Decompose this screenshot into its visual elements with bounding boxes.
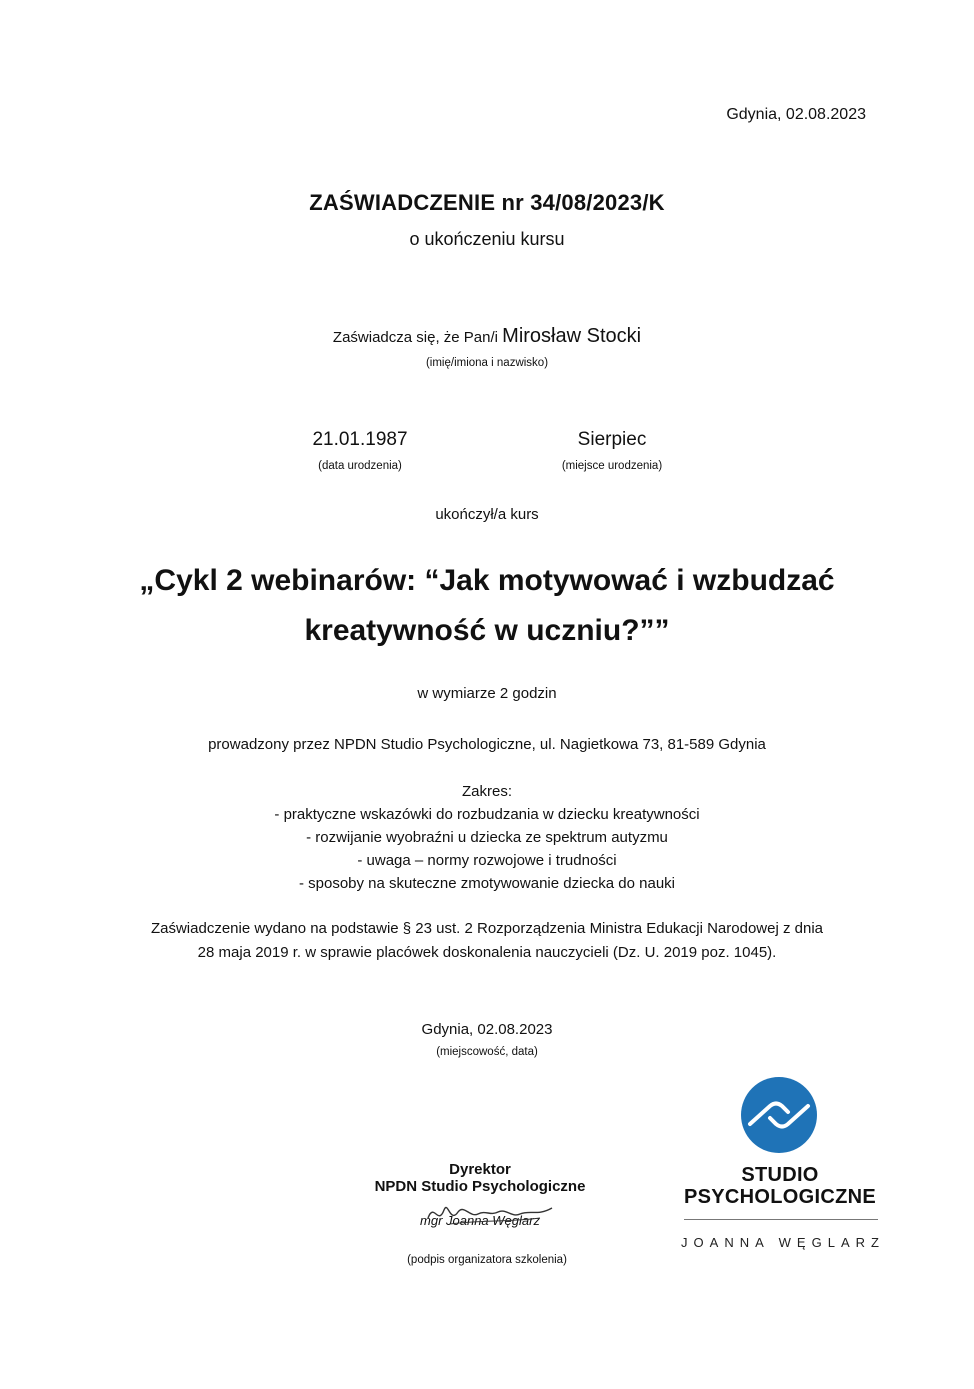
- completed-text: ukończył/a kurs: [435, 506, 539, 523]
- logo-owner-name: JOANNA WĘGLARZ: [681, 1235, 885, 1250]
- certification-lead: Zaświadcza się, że Pan/i: [332, 329, 503, 346]
- document-title: ZAŚWIADCZENIE nr 34/08/2023/K: [309, 190, 665, 215]
- stamp-person: mgr Joanna Węglarz: [420, 1213, 540, 1228]
- legal-basis-line-2: 28 maja 2019 r. w sprawie placówek doskonalenia nauczycieli (Dz. U. 2019 poz. 1045).: [197, 944, 777, 961]
- scope-item: - rozwijanie wyobraźni u dziecka ze spektrum autyzmu: [306, 829, 668, 846]
- course-title: [0, 556, 974, 656]
- signature-caption: (podpis organizatora szkolenia): [407, 1254, 567, 1266]
- scope-item: - praktyczne wskazówki do rozbudzania w dziecku kreatywności: [274, 806, 700, 823]
- birth-place: Sierpiec: [577, 429, 647, 450]
- course-hours: w wymiarze 2 godzin: [417, 685, 557, 702]
- birth-place-caption: (miejsce urodzenia): [561, 460, 663, 472]
- footer-date: Gdynia, 02.08.2023: [421, 1021, 553, 1038]
- birth-date: 21.01.1987: [312, 429, 408, 450]
- course-title-line-1: „Cykl 2 webinarów: “Jak motywować i wzbudzać: [139, 564, 835, 597]
- document-subtitle: o ukończeniu kursu: [409, 229, 565, 249]
- conducted-by: prowadzony przez NPDN Studio Psychologiczne, ul. Nagietkowa 73, 81-589 Gdynia: [208, 736, 766, 753]
- stamp-title: Dyrektor: [449, 1161, 511, 1178]
- legal-basis: [0, 917, 974, 965]
- logo-wordmark: [660, 1164, 900, 1208]
- footer-date-caption: (miejscowość, data): [436, 1046, 538, 1058]
- logo-line-2: PSYCHOLOGICZNE: [684, 1186, 876, 1208]
- studio-logo-icon: [740, 1076, 818, 1154]
- logo-divider: [684, 1219, 878, 1220]
- name-caption: (imię/imiona i nazwisko): [425, 357, 549, 369]
- legal-basis-line-1: Zaświadczenie wydano na podstawie § 23 ust. 2 Rozporządzenia Ministra Edukacji Narodowej z dnia: [150, 920, 824, 937]
- scope-item: - uwaga – normy rozwojowe i trudności: [357, 852, 617, 869]
- course-title-line-2: kreatywność w uczniu?””: [304, 614, 670, 647]
- certification-line: [0, 325, 974, 348]
- birth-date-caption: (data urodzenia): [318, 460, 402, 472]
- scope-heading: Zakres:: [461, 783, 512, 800]
- scope-item: - sposoby na skuteczne zmotywowanie dziecka do nauki: [298, 875, 676, 892]
- participant-name: Mirosław Stocki: [502, 325, 642, 347]
- handwritten-signature: [420, 1196, 570, 1232]
- logo-line-1: STUDIO: [741, 1164, 819, 1186]
- stamp-organization: NPDN Studio Psychologiczne: [374, 1178, 586, 1195]
- course-scope: [0, 780, 974, 895]
- issue-date: Gdynia, 02.08.2023: [726, 106, 866, 123]
